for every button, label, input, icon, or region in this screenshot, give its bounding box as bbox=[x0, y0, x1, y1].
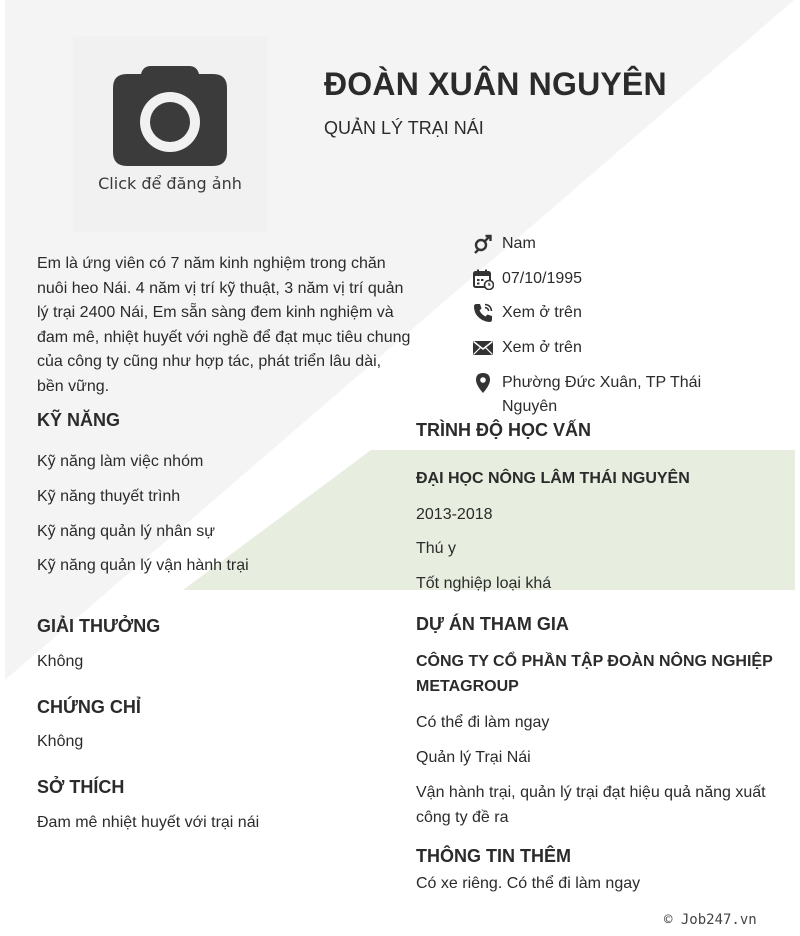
extra-info-value: Có xe riêng. Có thể đi làm ngay bbox=[416, 875, 641, 892]
skill-item: Kỹ năng làm việc nhóm bbox=[37, 453, 204, 470]
awards-title: GIẢI THƯỞNG bbox=[37, 616, 161, 636]
project-availability: Có thể đi làm ngay bbox=[416, 714, 550, 731]
location-icon bbox=[472, 372, 494, 394]
skill-item: Kỹ năng quản lý nhân sự bbox=[37, 523, 215, 540]
profile-photo-upload[interactable] bbox=[73, 36, 267, 232]
project-description: Vận hành trại, quản lý trại đạt hiệu quả năng xuất công ty đề ra bbox=[416, 784, 766, 826]
education-result: Tốt nghiệp loại khá bbox=[416, 575, 552, 592]
skills-title: KỸ NĂNG bbox=[37, 410, 121, 430]
birthday-value: 07/10/1995 bbox=[502, 270, 583, 287]
certificates-title: CHỨNG CHỈ bbox=[37, 697, 141, 717]
education-title: TRÌNH ĐỘ HỌC VẤN bbox=[416, 420, 591, 440]
hobbies-title: SỞ THÍCH bbox=[37, 777, 125, 797]
gender-value: Nam bbox=[502, 235, 536, 252]
project-company: CÔNG TY CỔ PHẦN TẬP ĐOÀN NÔNG NGHIỆP METAGROUP bbox=[416, 653, 773, 695]
certificates-value: Không bbox=[37, 733, 84, 750]
projects-title: DỰ ÁN THAM GIA bbox=[416, 614, 569, 634]
camera-icon bbox=[111, 62, 229, 168]
education-period: 2013-2018 bbox=[416, 506, 493, 523]
skill-item: Kỹ năng quản lý vận hành trại bbox=[37, 557, 249, 574]
phone-value: Xem ở trên bbox=[502, 304, 582, 321]
awards-value: Không bbox=[37, 653, 84, 670]
copyright-text: © Job247.vn bbox=[664, 912, 757, 928]
gender-icon bbox=[472, 233, 494, 255]
skill-item: Kỹ năng thuyết trình bbox=[37, 488, 181, 505]
hobbies-value: Đam mê nhiệt huyết với trại nái bbox=[37, 814, 260, 831]
education-school: ĐẠI HỌC NÔNG LÂM THÁI NGUYÊN bbox=[416, 470, 690, 487]
job-title: QUẢN LÝ TRẠI NÁI bbox=[324, 118, 484, 138]
calendar-icon bbox=[472, 268, 494, 290]
candidate-name: ĐOÀN XUÂN NGUYÊN bbox=[324, 66, 667, 102]
photo-caption: Click để đăng ảnh bbox=[98, 174, 242, 193]
mail-icon bbox=[472, 337, 494, 359]
extra-info-title: THÔNG TIN THÊM bbox=[416, 846, 571, 866]
email-value: Xem ở trên bbox=[502, 339, 582, 356]
education-major: Thú y bbox=[416, 540, 457, 557]
address-value: Phường Đức Xuân, TP Thái Nguyên bbox=[502, 374, 702, 415]
career-summary: Em là ứng viên có 7 năm kinh nghiệm trong chăn nuôi heo Nái. 4 năm vị trí kỹ thuật, 3 năm vị trí quản lý trại 2400 Nái, Em sẵn sàng đem kinh nghiệm và đam mê, nhiệt huyết với nghề để đạt mục tiêu chung của công ty cũng như hợp tác, phát triển lâu dài, bền vững. bbox=[37, 255, 411, 395]
project-role: Quản lý Trại Nái bbox=[416, 749, 531, 766]
phone-icon bbox=[472, 302, 494, 324]
